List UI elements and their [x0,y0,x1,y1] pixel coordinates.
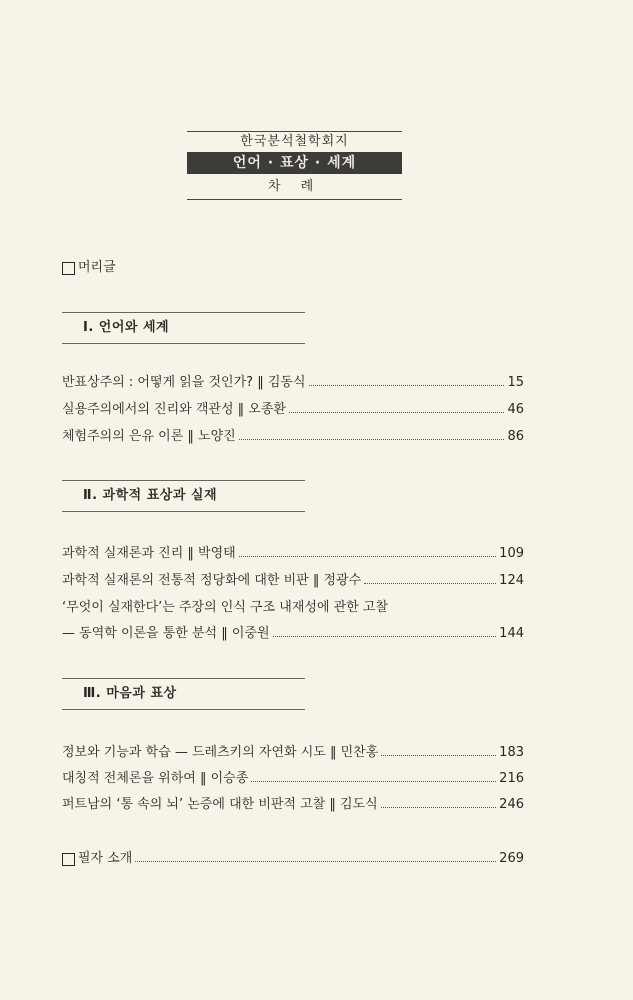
toc-entry[interactable] [62,796,524,814]
preface-entry[interactable] [62,259,116,277]
entry-title: — 동역학 이론을 통한 분석 ‖ 이중원 [62,626,270,641]
toc-entry[interactable] [62,744,524,762]
entry-title: 체험주의의 은유 이론 ‖ 노양진 [62,429,236,444]
page-number: 216 [499,771,524,786]
section-3-heading [62,678,305,710]
toc-entry-line1[interactable]: ‘무엇이 실재한다’는 주장의 인식 구조 내재성에 관한 고찰 [62,600,389,615]
checkbox-square-icon [62,262,75,275]
section-title: Ⅱ. 과학적 표상과 실재 [83,488,218,503]
section-1-heading [62,312,305,344]
entry-title: 과학적 실재론의 전통적 정당화에 대한 비판 ‖ 정광수 [62,573,362,588]
page-number: 109 [499,546,524,561]
journal-name: 한국분석철학회지 [240,134,349,149]
page-number: 183 [499,745,524,760]
page-number: 246 [499,797,524,812]
toc-entry[interactable] [62,572,524,590]
leader-dots [289,412,504,413]
entry-title: 과학적 실재론과 진리 ‖ 박영태 [62,546,236,561]
book-title: 언어 · 표상 · 세계 [187,152,402,174]
toc-entry[interactable] [62,770,524,788]
toc-entry[interactable] [62,545,524,563]
journal-header [187,131,402,200]
section-title: Ⅰ. 언어와 세계 [83,320,170,335]
page-number: 15 [507,375,524,390]
page-number: 269 [499,851,524,866]
header-bottom-rule [187,199,402,200]
leader-dots [135,861,496,862]
page-number: 144 [499,626,524,641]
authors-label: 필자 소개 [78,851,133,866]
leader-dots [251,781,496,782]
section-title: Ⅲ. 마음과 표상 [83,686,177,701]
section-2-heading [62,480,305,512]
leader-dots [381,807,496,808]
page-number: 124 [499,573,524,588]
entry-title: 정보와 기능과 학습 — 드레츠키의 자연화 시도 ‖ 민찬홍 [62,745,379,760]
leader-dots [381,755,496,756]
entry-title: 반표상주의 : 어떻게 읽을 것인가? ‖ 김동식 [62,375,306,390]
entry-title: 대칭적 전체론을 위하여 ‖ 이승종 [62,771,249,786]
leader-dots [239,439,505,440]
entry-title: 실용주의에서의 진리와 객관성 ‖ 오종환 [62,402,286,417]
preface-label: 머리글 [78,260,116,275]
entry-title: 퍼트남의 ‘통 속의 뇌’ 논증에 대한 비판적 고찰 ‖ 김도식 [62,797,378,812]
leader-dots [273,636,497,637]
toc-heading: 차 례 [267,179,322,194]
page-number: 86 [507,429,524,444]
checkbox-square-icon [62,853,75,866]
leader-dots [364,583,496,584]
toc-entry[interactable] [62,428,524,446]
toc-entry[interactable] [62,374,524,392]
leader-dots [309,385,505,386]
toc-entry[interactable] [62,401,524,419]
page-number: 46 [507,402,524,417]
toc-entry[interactable] [62,625,524,643]
authors-entry[interactable] [62,850,524,868]
leader-dots [239,556,496,557]
